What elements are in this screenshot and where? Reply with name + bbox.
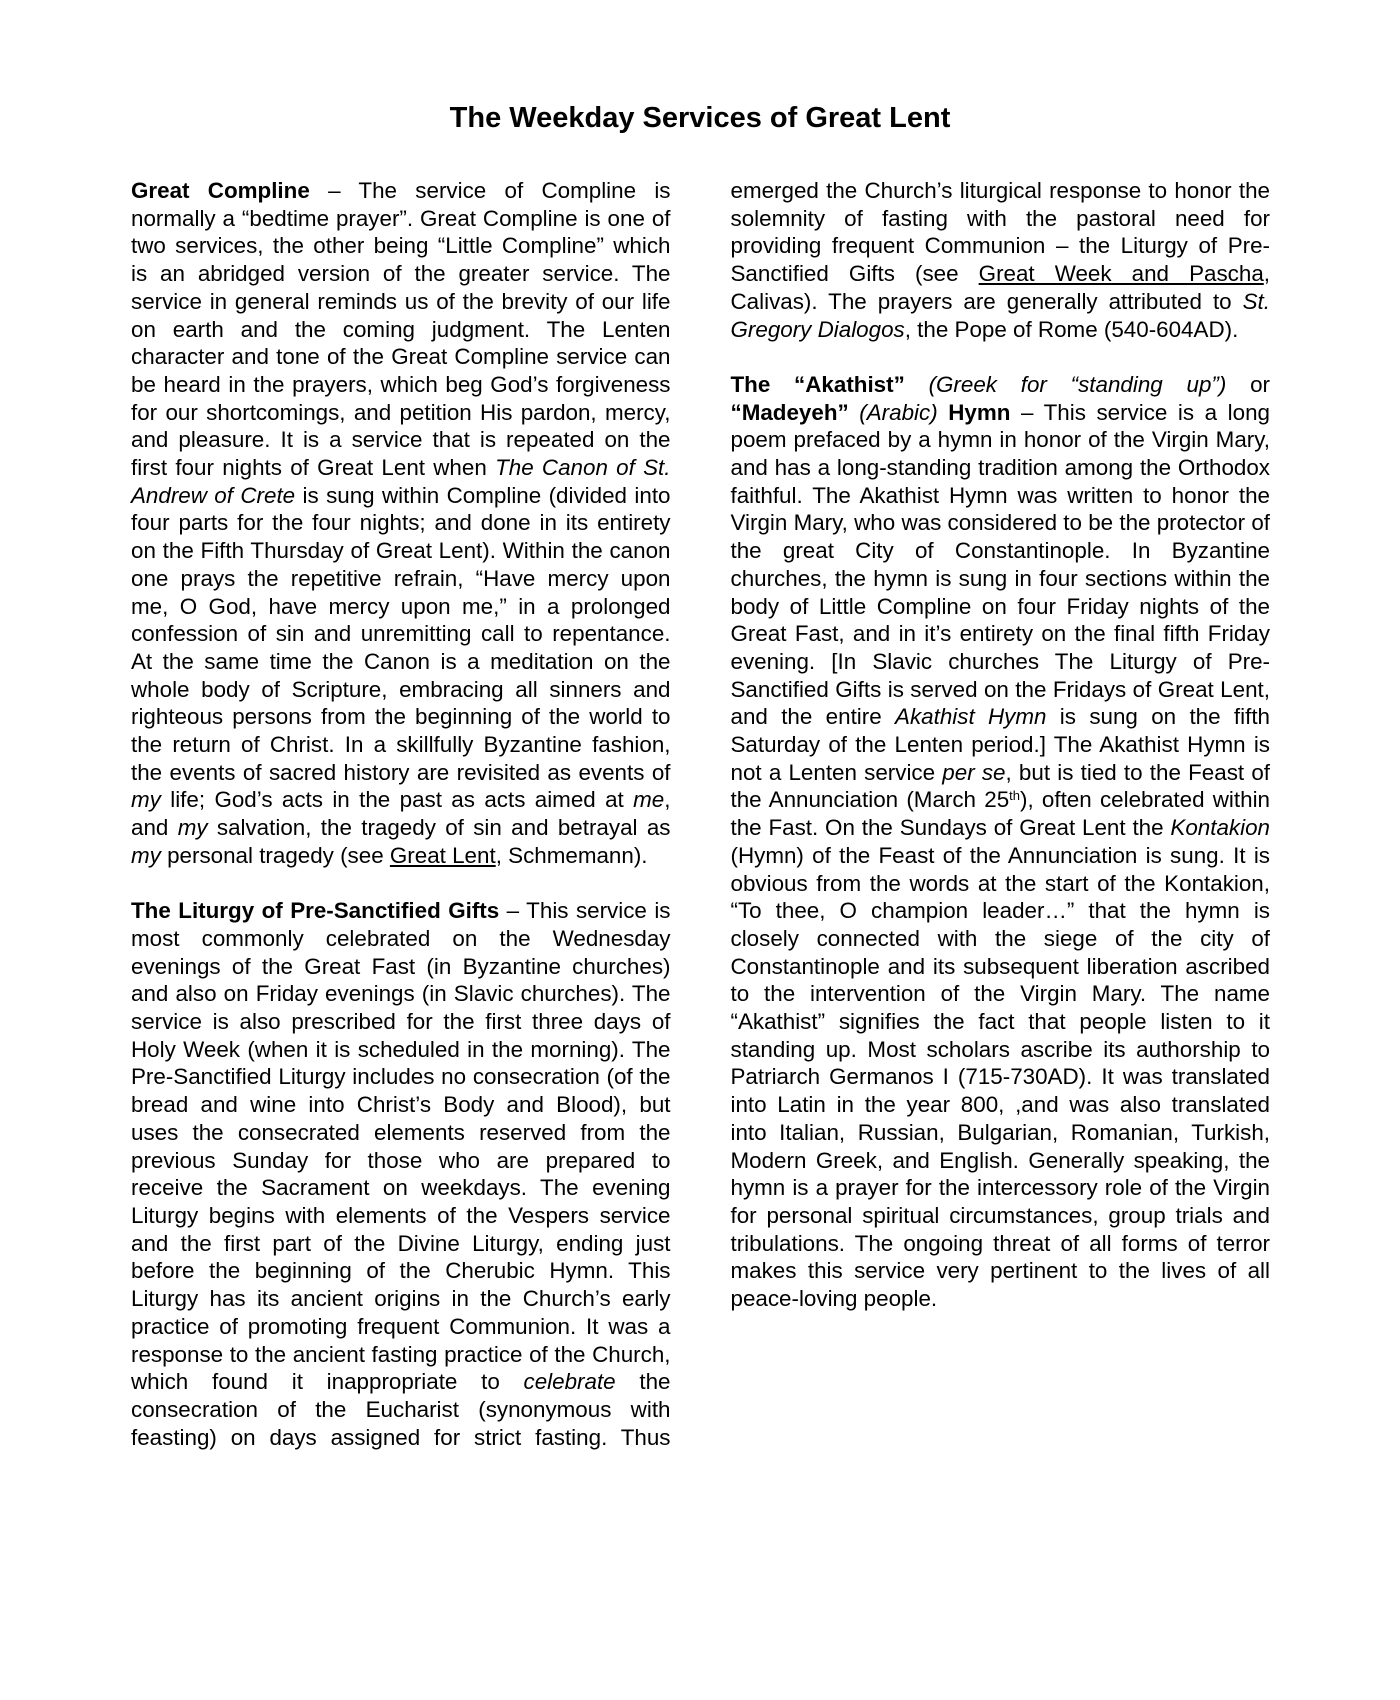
italic-text: St. Gregory Dialogos <box>730 288 1270 342</box>
text-run: ), often celebrated within the Fast. On the Sundays of Great Lent the <box>730 787 1271 841</box>
bold-heading: Great Compline <box>131 178 310 203</box>
paragraph-great-compline <box>131 177 671 870</box>
italic-text: The Canon of St. Andrew of Crete <box>131 455 671 508</box>
italic-text: my <box>177 815 208 841</box>
bold-heading: The “Akathist” <box>730 371 905 397</box>
bold-heading: Hymn <box>948 399 1011 425</box>
text-run <box>905 372 929 397</box>
text-run: is sung within Compline (divided into four parts for the four nights; and done in its entirety on the Fifth Thursday of Great Lent). Within the canon one prays the repetitive refrain, “Have mercy upon me, O God, have mercy upon me,” in a prolonged confession of sin and unremitting call to repentance. At the same time the Canon is a meditation on the whole body of Scripture, embracing all sinners and righteous persons from the beginning of the world to the return of Christ. In a skillfully Byzantine fashion, the events of sacred history are revisited as events of <box>131 482 671 785</box>
italic-text: my <box>131 787 161 813</box>
text-run: – This service is most commonly celebrated on the Wednesday evenings of the Great Fast (in Byzantine churches) and also on Friday evenings (in Slavic churches). The service is also prescribed for the first three days of Holy Week (when it is scheduled in the morning). The Pre-Sanctified Liturgy includes no consecration (of the bread and wine into Christ’s Body and Blood), but uses the consecrated elements reserved from the previous Sunday for those who are prepared to receive the Sacrament on weekdays. The evening Liturgy begins with elements of the Vespers service and the first part of the Divine Liturgy, ending just before the beginning of the Cherubic Hymn. This Liturgy has its ancient origins in the Church’s early practice of promoting frequent Communion. It was a response to the ancient fasting practice of the Church, which found it inappropriate to <box>131 898 671 1395</box>
italic-text: celebrate <box>523 1369 616 1395</box>
text-run: the consecration of the Eucharist (synonymous with feasting) on days assigned for strict fasting. Thus emerged the Church’s liturgical response to honor the solemnity of fasting with the pastoral need for providing frequent Communion – the Liturgy of Pre-Sanctified Gifts (see <box>131 178 1270 1450</box>
paragraph-akathist-hymn <box>731 371 1271 1313</box>
italic-text: per se <box>942 759 1006 785</box>
body-text-columns <box>131 177 1270 1461</box>
bold-heading: “Madeyeh” <box>730 399 849 425</box>
text-run: – This service is a long poem prefaced by a hymn in honor of the Virgin Mary, and has a long-standing tradition among the Orthodox faithful. The Akathist Hymn was written to honor the Virgin Mary, who was considered to be the protector of the great City of Constantinople. In Byzantine churches, the hymn is sung in four sections within the body of Little Compline on four Friday nights of the Great Fast, and in it’s entirety on the final fifth Friday evening. [In Slavic churches The Liturgy of Pre-Sanctified Gifts is served on the Fridays of Great Lent, and the entire <box>730 399 1270 730</box>
text-run: , Calivas). The prayers are generally attributed to <box>730 261 1270 314</box>
text-run: personal tragedy (see <box>160 842 390 868</box>
text-run: , Schmemann). <box>495 842 648 868</box>
bold-heading: The Liturgy of Pre-Sanctified Gifts <box>131 898 500 924</box>
italic-text: Akathist Hymn <box>895 704 1047 730</box>
italic-text: (Greek for “standing up”) <box>928 371 1227 397</box>
text-run: , the Pope of Rome (540-604AD). <box>904 316 1239 342</box>
text-run: , but is tied to the Feast of the Annunciation (March 25 <box>730 759 1271 813</box>
italic-text: Kontakion <box>1170 815 1270 841</box>
page-title: The Weekday Services of Great Lent <box>449 102 951 134</box>
text-run <box>938 400 949 425</box>
superscript: th <box>1009 788 1020 804</box>
text-run: , and <box>131 787 671 841</box>
italic-text: (Arabic) <box>859 399 938 425</box>
text-run: – The service of Compline is normally a “bedtime prayer”. Great Compline is one of two services, the other being “Little Compline” which is an abridged version of the greater service. The service in general reminds us of the brevity of our life on earth and the coming judgment. The Lenten character and tone of the Great Compline service can be heard in the prayers, which beg God’s forgiveness for our shortcomings, and petition His pardon, mercy, and pleasure. It is a service that is repeated on the first four nights of Great Lent when <box>131 178 671 481</box>
text-run <box>849 400 860 425</box>
text-run: salvation, the tragedy of sin and betrayal as <box>207 815 671 841</box>
text-run: (Hymn) of the Feast of the Annunciation is sung. It is obvious from the words at the start of the Kontakion, “To thee, O champion leader…” that the hymn is closely connected with the siege of the city of Constantinople and its subsequent liberation ascribed to the intervention of the Virgin Mary. The name “Akathist” signifies the fact that people listen to it standing up. Most scholars ascribe its authorship to Patriarch Germanos I (715-730AD). It was translated into Latin in the year 800, ,and was also translated into Italian, Russian, Bulgarian, Romanian, Turkish, Modern Greek, and English. Generally speaking, the hymn is a prayer for the intercessory role of the Virgin for personal spiritual circumstances, group trials and tribulations. The ongoing threat of all forms of terror makes this service very pertinent to the lives of all peace-loving people. <box>730 842 1270 1312</box>
text-run: life; God’s acts in the past as acts aimed at <box>160 787 634 813</box>
text-run: or <box>1226 371 1270 397</box>
cited-title: Great Week and Pascha <box>978 261 1264 287</box>
cited-title: Great Lent <box>389 842 496 868</box>
italic-text: my <box>131 842 161 868</box>
text-run: is sung on the fifth Saturday of the Lenten period.] The Akathist Hymn is not a Lenten service <box>730 704 1270 785</box>
italic-text: me <box>633 787 665 813</box>
